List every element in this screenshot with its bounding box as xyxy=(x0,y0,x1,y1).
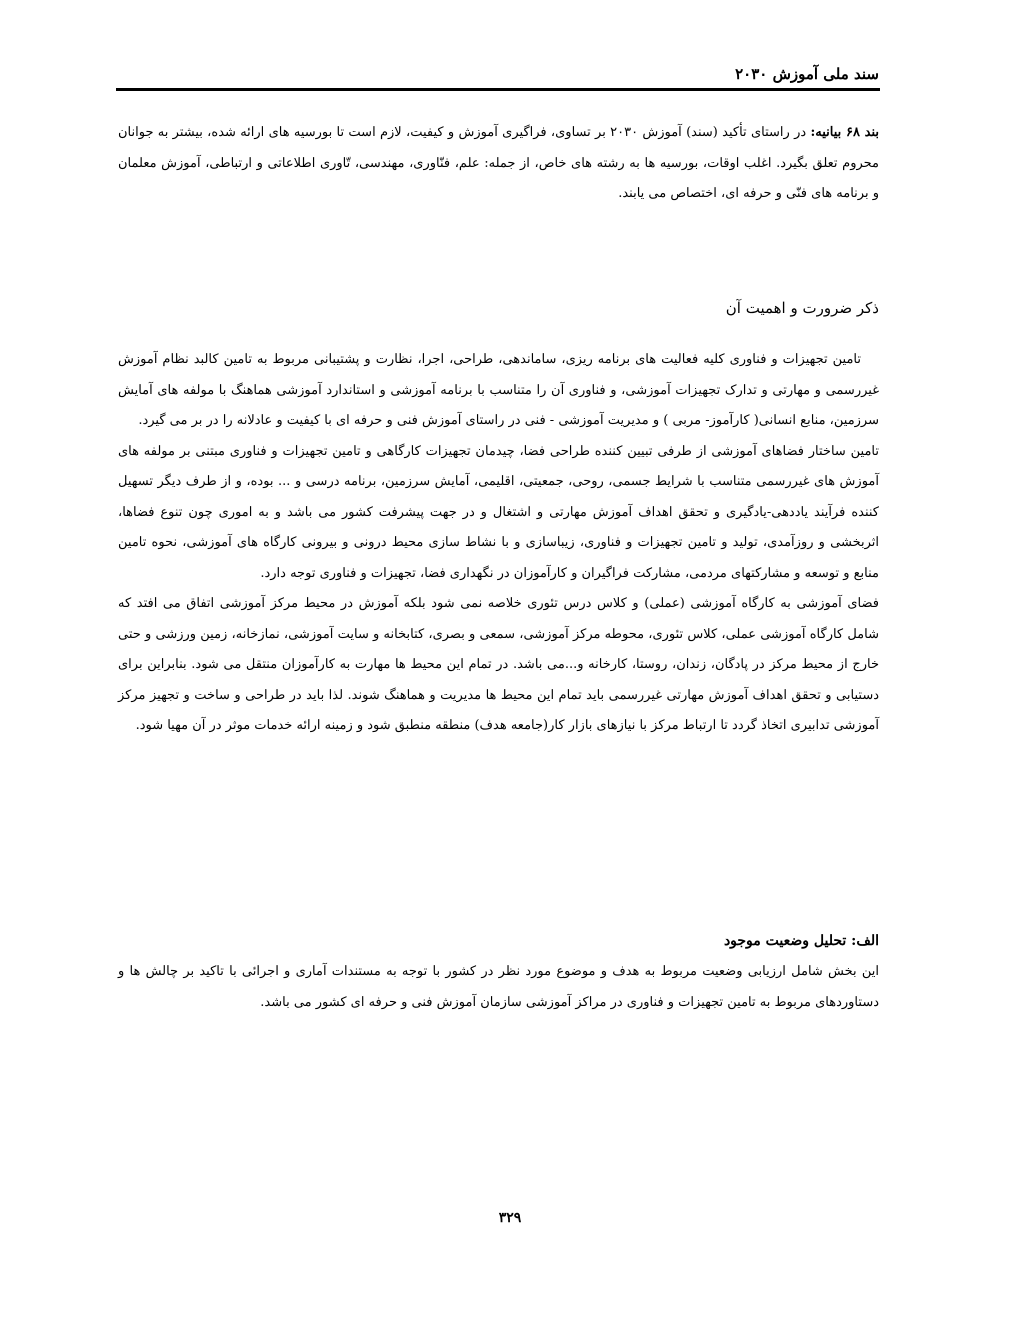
necessity-paragraph-1: تامین تجهیزات و فناوری کلیه فعالیت های برنامه ریزی، ساماندهی، طراحی، اجرا، نظارت و پشتیبانی مربوط به تامین کالبد نظام آموزش غیررسمی و مهارتی و تدارک تجهیزات آموزشی، و فناوری آن را متناسب با برنامه آموزشی و استاندارد آموزشی هماهنگ با مولفه های آمایش سرزمین، منابع انسانی( کارآموز- مربی ) و مدیریت آموزشی - فنی در راستای آموزش فنی و حرفه ای با کیفیت و عادلانه را در بر می گیرد. xyxy=(118,352,879,428)
article-text: در راستای تأکید (سند) آموزش ۲۰۳۰ بر تساوی، فراگیری آموزش و کیفیت، لازم است تا بورسیه های ارائه شده، بیشتر به جوانان محروم تعلق بگیرد. اغلب اوقات، بورسیه ها به رشته های خاص، از جمله: علم، فنّاوری، مهندسی، تّاوری اطلاعاتی و ارتباطی، آموزش معلمان و برنامه های فنّی و حرفه ای، اختصاص می یابند. xyxy=(118,125,879,201)
analysis-paragraph: این بخش شامل ارزیابی وضعیت مربوط به هدف و موضوع مورد نظر در کشور با توجه به مستندات آماری و اجرائی با تاکید بر چالش ها و دستاوردهای مربوط به تامین تجهیزات و فناوری در مراکز آموزشی سازمان آموزش فنی و حرفه ای کشور می باشد. xyxy=(118,964,879,1010)
running-header xyxy=(118,62,879,90)
page-number: ۳۲۹ xyxy=(498,1210,522,1226)
analysis-body xyxy=(118,957,879,1018)
article-label: بند ۶۸ بیانیه: xyxy=(810,125,879,140)
article-68-paragraph xyxy=(118,118,879,210)
necessity-paragraph-2: تامین ساختار فضاهای آموزشی از طرفی تبیین کننده طراحی فضا، چیدمان تجهیزات کارگاهی و تامین تجهیزات و فناوری مبتنی بر مولفه های آموزش های غیررسمی متناسب با شرایط جسمی، روحی، جمعیتی، اقلیمی، آمایش سرزمین، برنامه درسی و ... بوده، و از طرف دیگر تسهیل کننده فرآیند یاددهی-یادگیری و تحقق اهداف آموزش مهارتی و اشتغال و در جهت پیشرفت کشور می باشد و به اموری چون تنوع فضاها، اثربخشی و روزآمدی، تولید و تامین تجهیزات و فناوری، زیباسازی و با نشاط سازی محیط درونی و بیرونی کارگاه های آموزشی، نحوه تامین منابع و توسعه و مشارکتهای مردمی، مشارکت فراگیران و کارآموزان در نگهداری فضا، تجهیزات و فناوری توجه دارد. xyxy=(118,443,879,581)
section-heading-analysis: الف: تحلیل وضعیت موجود xyxy=(723,933,879,949)
section-heading-necessity: ذکر ضرورت و اهمیت آن xyxy=(725,299,879,317)
necessity-paragraph-3: فضای آموزشی به کارگاه آموزشی (عملی) و کلاس درس تئوری خلاصه نمی شود بلکه آموزش در محیط مرکز آموزشی اتفاق می افتد که شامل کارگاه آموزشی عملی، کلاس تئوری، محوطه مرکز آموزشی، سمعی و بصری، کتابخانه و سایت آموزشی، نمازخانه، زمین ورزشی و حتی خارج از محیط مرکز در پادگان، زندان، روستا، کارخانه و...می باشد. در تمام این محیط ها مهارت به کارآموزان منتقل می شود. بنابراین برای دستیابی و تحقق اهداف آموزش مهارتی غیررسمی باید تمام این محیط ها مدیریت و هماهنگ شوند. لذا باید در طراحی و ساخت و تجهیز مرکز آموزشی تدابیری اتخاذ گردد تا ارتباط مرکز با نیازهای بازار کار(جامعه هدف) منطقه منطبق شود و زمینه ارائه خدمات موثر در آن مهیا شود. xyxy=(118,596,879,733)
necessity-body xyxy=(118,345,879,742)
document-title: سند ملی آموزش ۲۰۳۰ xyxy=(735,65,879,83)
header-rule xyxy=(116,88,880,91)
